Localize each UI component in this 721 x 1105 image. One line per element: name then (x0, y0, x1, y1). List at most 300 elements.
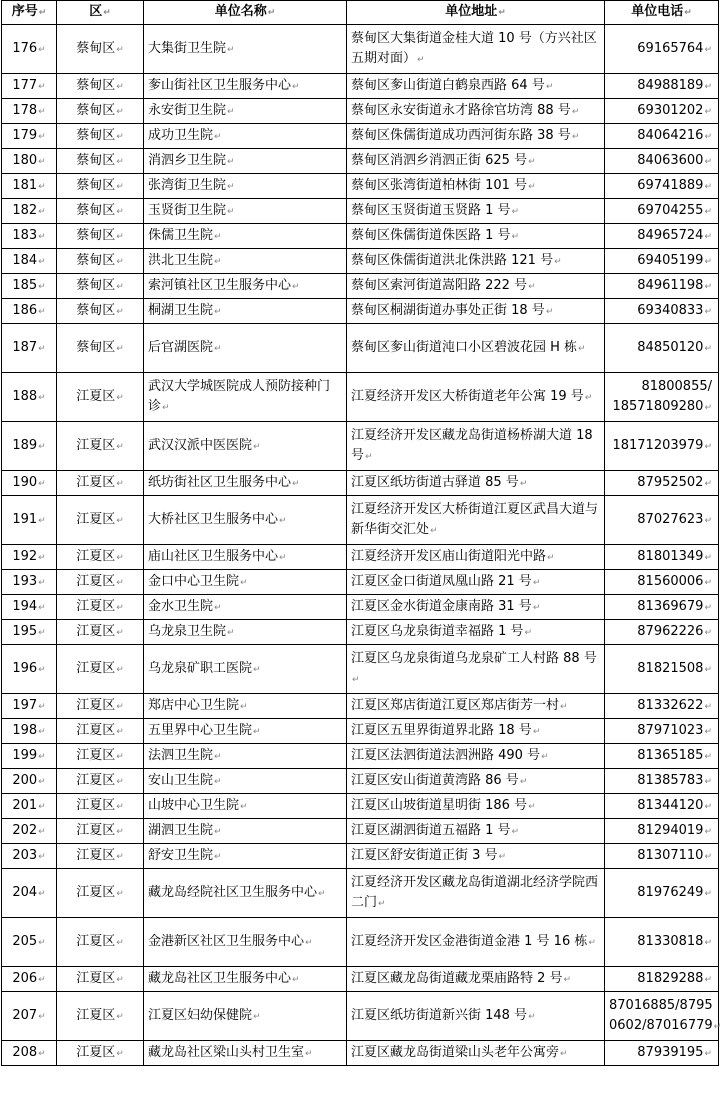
cell-unit-address (347, 496, 605, 545)
cell-serial-number-text: 196 (12, 660, 38, 676)
cell-unit-phone-text: 81800855/ 18571809280 (612, 378, 712, 414)
cell-unit-address-text: 蔡甸区玉贤街道玉贤路 1 号 (351, 202, 511, 218)
cell-serial-number (2, 694, 57, 719)
cell-serial-number (2, 25, 57, 74)
cell-serial-number (2, 422, 57, 471)
cell-district (57, 224, 144, 249)
paragraph-mark: ↵ (116, 726, 124, 737)
paragraph-mark: ↵ (38, 281, 46, 292)
cell-unit-name-text: 郑店中心卫生院 (148, 697, 240, 713)
cell-unit-name (144, 471, 347, 496)
paragraph-mark: ↵ (511, 826, 520, 837)
cell-serial-number-text: 178 (12, 102, 38, 118)
cell-unit-phone (605, 99, 719, 124)
cell-unit-phone-text: 69704255 (637, 202, 704, 218)
cell-unit-name (144, 249, 347, 274)
cell-unit-phone (605, 174, 719, 199)
cell-serial-number (2, 99, 57, 124)
paragraph-mark: ↵ (292, 81, 300, 92)
cell-serial-number-text: 205 (12, 933, 38, 949)
paragraph-mark: ↵ (704, 726, 712, 737)
cell-unit-name (144, 174, 347, 199)
cell-unit-name (144, 819, 347, 844)
paragraph-mark: ↵ (38, 343, 46, 354)
paragraph-mark: ↵ (704, 343, 712, 354)
cell-district-text: 江夏区 (76, 548, 116, 564)
paragraph-mark: ↵ (704, 888, 712, 899)
cell-district-text: 江夏区 (76, 822, 116, 838)
cell-district-text: 江夏区 (76, 660, 116, 676)
cell-district (57, 471, 144, 496)
cell-district (57, 174, 144, 199)
cell-unit-address-text: 江夏区乌龙泉街道乌龙泉矿工人村路 88 号 (351, 650, 597, 666)
cell-unit-phone (605, 794, 719, 819)
cell-unit-phone (605, 373, 719, 422)
cell-unit-address-text: 蔡甸区大集街道金桂大道 10 号（方兴社区五期对面） (351, 30, 597, 66)
cell-unit-phone (605, 274, 719, 299)
paragraph-mark: ↵ (38, 1011, 46, 1022)
cell-unit-name (144, 99, 347, 124)
table-row (2, 869, 719, 918)
cell-unit-name-text: 金港新区社区卫生服务中心 (148, 933, 305, 949)
paragraph-mark: ↵ (541, 751, 549, 762)
cell-unit-name-text: 乌龙泉矿职工医院 (148, 660, 253, 676)
paragraph-mark: ↵ (38, 664, 46, 675)
cell-unit-name-text: 玉贤街卫生院 (148, 202, 227, 218)
cell-unit-phone (605, 199, 719, 224)
cell-unit-address-text: 江夏经济开发区藏龙岛街道湖北经济学院西二门 (351, 874, 599, 910)
cell-unit-name-text: 消泗乡卫生院 (148, 152, 227, 168)
cell-district (57, 496, 144, 545)
paragraph-mark: ↵ (240, 701, 248, 712)
cell-unit-phone-text: 84961198 (637, 277, 704, 293)
paragraph-mark: ↵ (704, 776, 712, 787)
cell-unit-phone (605, 918, 719, 967)
paragraph-mark: ↵ (704, 106, 712, 117)
cell-district (57, 694, 144, 719)
table-row (2, 471, 719, 496)
cell-unit-address-text: 江夏区舒安街道正街 3 号 (351, 847, 498, 863)
paragraph-mark: ↵ (704, 577, 712, 588)
cell-district-text: 江夏区 (76, 847, 116, 863)
paragraph-mark: ↵ (292, 478, 300, 489)
cell-serial-number (2, 595, 57, 620)
cell-district (57, 99, 144, 124)
paragraph-mark: ↵ (704, 156, 712, 167)
paragraph-mark: ↵ (38, 851, 46, 862)
cell-serial-number-text: 192 (12, 548, 38, 564)
cell-unit-phone-text: 81294019 (637, 822, 704, 838)
cell-unit-phone (605, 844, 719, 869)
cell-serial-number (2, 620, 57, 645)
paragraph-mark: ↵ (560, 701, 568, 712)
paragraph-mark: ↵ (318, 888, 326, 899)
cell-district (57, 124, 144, 149)
paragraph-mark: ↵ (214, 851, 222, 862)
paragraph-mark: ↵ (116, 281, 124, 292)
cell-serial-number (2, 496, 57, 545)
header-district: 区↵ (57, 1, 144, 25)
paragraph-mark: ↵ (38, 478, 46, 489)
cell-unit-name (144, 869, 347, 918)
paragraph-mark: ↵ (227, 156, 235, 167)
paragraph-mark: ↵ (704, 206, 712, 217)
paragraph-mark: ↵ (116, 44, 124, 55)
cell-district-text: 蔡甸区 (76, 77, 116, 93)
table-row (2, 719, 719, 744)
paragraph-mark: ↵ (511, 231, 520, 242)
paragraph-mark: ↵ (214, 343, 222, 354)
cell-unit-name-text: 永安街卫生院 (148, 102, 227, 118)
cell-unit-phone-text: 69741889 (637, 177, 704, 193)
cell-unit-name-text: 法泗卫生院 (148, 747, 214, 763)
paragraph-mark: ↵ (704, 801, 712, 812)
cell-unit-phone-text: 69165764 (637, 40, 704, 56)
paragraph-mark: ↵ (532, 726, 541, 737)
paragraph-mark: ↵ (38, 888, 46, 899)
paragraph-mark: ↵ (704, 441, 712, 452)
cell-unit-name (144, 274, 347, 299)
cell-serial-number-text: 189 (12, 437, 38, 453)
paragraph-mark: ↵ (545, 306, 554, 317)
paragraph-mark: ↵ (253, 441, 261, 452)
paragraph-mark: ↵ (352, 674, 360, 685)
cell-district (57, 844, 144, 869)
cell-unit-phone-text: 69301202 (637, 102, 704, 118)
cell-unit-name (144, 422, 347, 471)
cell-unit-name (144, 967, 347, 992)
paragraph-mark: ↵ (38, 106, 46, 117)
paragraph-mark: ↵ (116, 1011, 124, 1022)
paragraph-mark: ↵ (38, 81, 46, 92)
cell-serial-number (2, 918, 57, 967)
paragraph-mark: ↵ (116, 231, 124, 242)
cell-serial-number-text: 186 (12, 302, 38, 318)
table-row (2, 967, 719, 992)
cell-unit-name (144, 224, 347, 249)
cell-unit-address (347, 299, 605, 324)
cell-district-text: 蔡甸区 (76, 102, 116, 118)
cell-unit-name (144, 620, 347, 645)
paragraph-mark: ↵ (305, 1048, 313, 1059)
cell-serial-number (2, 645, 57, 694)
table-row (2, 645, 719, 694)
cell-unit-phone (605, 645, 719, 694)
paragraph-mark: ↵ (704, 281, 712, 292)
cell-serial-number (2, 373, 57, 422)
cell-unit-name (144, 570, 347, 595)
cell-district (57, 645, 144, 694)
cell-unit-address-text: 蔡甸区桐湖街道办事处正街 18 号 (351, 302, 545, 318)
cell-unit-phone (605, 620, 719, 645)
cell-unit-address-text: 江夏经济开发区藏龙岛街道杨桥湖大道 18 号 (351, 427, 593, 463)
cell-serial-number (2, 324, 57, 373)
cell-district (57, 324, 144, 373)
paragraph-mark: ↵ (365, 451, 373, 462)
cell-district (57, 1041, 144, 1066)
cell-serial-number (2, 74, 57, 99)
cell-unit-phone (605, 25, 719, 74)
cell-unit-name-text: 安山卫生院 (148, 772, 214, 788)
cell-unit-name-text: 大集街卫生院 (148, 40, 227, 56)
paragraph-mark: ↵ (227, 627, 235, 638)
cell-unit-address-text: 江夏区金水街道金康南路 31 号 (351, 598, 532, 614)
cell-unit-name-text: 藏龙岛社区卫生服务中心 (148, 970, 292, 986)
cell-unit-address (347, 422, 605, 471)
paragraph-mark: ↵ (417, 54, 425, 65)
cell-unit-address-text: 蔡甸区侏儒街道侏医路 1 号 (351, 227, 511, 243)
paragraph-mark: ↵ (528, 181, 536, 192)
cell-serial-number-text: 184 (12, 252, 38, 268)
cell-unit-address (347, 249, 605, 274)
cell-serial-number-text: 202 (12, 822, 38, 838)
cell-unit-address (347, 324, 605, 373)
paragraph-mark: ↵ (571, 106, 580, 117)
cell-district (57, 422, 144, 471)
cell-unit-name (144, 844, 347, 869)
paragraph-mark: ↵ (116, 478, 124, 489)
cell-serial-number-text: 190 (12, 474, 38, 490)
cell-unit-phone-text: 84965724 (637, 227, 704, 243)
paragraph-mark: ↵ (116, 851, 124, 862)
cell-unit-phone (605, 496, 719, 545)
paragraph-mark: ↵ (116, 181, 124, 192)
paragraph-mark: ↵ (116, 974, 124, 985)
paragraph-mark: ↵ (704, 974, 712, 985)
table-row (2, 595, 719, 620)
cell-unit-phone (605, 124, 719, 149)
paragraph-mark: ↵ (704, 627, 712, 638)
header-serial-number: 序号↵ (2, 1, 57, 25)
cell-serial-number-text: 185 (12, 277, 38, 293)
paragraph-mark: ↵ (38, 627, 46, 638)
cell-unit-name (144, 25, 347, 74)
cell-serial-number-text: 195 (12, 623, 38, 639)
cell-unit-address-text: 蔡甸区侏儒街道成功西河街东路 38 号 (351, 127, 571, 143)
cell-serial-number-text: 180 (12, 152, 38, 168)
cell-serial-number-text: 198 (12, 722, 38, 738)
cell-unit-phone-text: 87027623 (637, 511, 704, 527)
cell-unit-address (347, 744, 605, 769)
table-row (2, 422, 719, 471)
paragraph-mark: ↵ (116, 602, 124, 613)
cell-district-text: 江夏区 (76, 772, 116, 788)
cell-unit-address (347, 149, 605, 174)
cell-serial-number (2, 545, 57, 570)
table-header-row (2, 1, 719, 25)
cell-serial-number (2, 224, 57, 249)
cell-unit-name (144, 324, 347, 373)
paragraph-mark: ↵ (378, 898, 386, 909)
cell-unit-address-text: 江夏区纸坊街道新兴街 148 号 (351, 1007, 528, 1023)
cell-serial-number-text: 197 (12, 697, 38, 713)
paragraph-mark: ↵ (116, 106, 124, 117)
paragraph-mark: ↵ (214, 256, 222, 267)
table-body (2, 25, 719, 1066)
paragraph-mark: ↵ (571, 131, 580, 142)
paragraph-mark: ↵ (704, 231, 712, 242)
cell-district (57, 869, 144, 918)
paragraph-mark: ↵ (38, 974, 46, 985)
paragraph-mark: ↵ (704, 552, 712, 563)
cell-unit-address (347, 794, 605, 819)
cell-unit-name (144, 794, 347, 819)
cell-unit-name-text: 大桥社区卫生服务中心 (148, 511, 279, 527)
cell-unit-phone (605, 324, 719, 373)
cell-unit-address-text: 江夏区山坡街道星明街 186 号 (351, 797, 528, 813)
cell-district-text: 蔡甸区 (76, 302, 116, 318)
cell-unit-address-text: 蔡甸区奓山街道白鹤泉西路 64 号 (351, 77, 545, 93)
paragraph-mark: ↵ (116, 441, 124, 452)
paragraph-mark: ↵ (704, 602, 712, 613)
cell-unit-phone (605, 74, 719, 99)
cell-district-text: 蔡甸区 (76, 202, 116, 218)
cell-unit-phone (605, 570, 719, 595)
cell-unit-phone-text: 84850120 (637, 339, 704, 355)
cell-unit-phone-text: 81365185 (637, 747, 704, 763)
cell-unit-phone-text: 81560006 (637, 573, 704, 589)
table-row (2, 744, 719, 769)
paragraph-mark: ↵ (38, 801, 46, 812)
cell-district-text: 江夏区 (76, 1044, 116, 1060)
cell-unit-name (144, 719, 347, 744)
cell-unit-phone (605, 744, 719, 769)
cell-district-text: 江夏区 (76, 511, 116, 527)
cell-unit-name-text: 奓山街社区卫生服务中心 (148, 77, 292, 93)
cell-unit-phone (605, 249, 719, 274)
cell-unit-address-text: 江夏区藏龙岛街道梁山头老年公寓旁 (351, 1044, 560, 1060)
paragraph-mark: ↵ (554, 256, 562, 267)
cell-district-text: 蔡甸区 (76, 227, 116, 243)
cell-unit-address (347, 819, 605, 844)
cell-unit-name (144, 496, 347, 545)
paragraph-mark: ↵ (116, 751, 124, 762)
cell-unit-address-text: 江夏区金口街道凤凰山路 21 号 (351, 573, 532, 589)
cell-unit-address (347, 719, 605, 744)
cell-unit-phone (605, 149, 719, 174)
cell-unit-phone-text: 87939195 (637, 1044, 704, 1060)
cell-serial-number-text: 179 (12, 127, 38, 143)
cell-unit-name (144, 299, 347, 324)
paragraph-mark: ↵ (116, 888, 124, 899)
cell-unit-phone-text: 87962226 (637, 623, 704, 639)
cell-unit-name (144, 199, 347, 224)
paragraph-mark: ↵ (704, 751, 712, 762)
paragraph-mark: ↵ (227, 106, 235, 117)
paragraph-mark: ↵ (498, 851, 507, 862)
paragraph-mark: ↵ (253, 726, 261, 737)
cell-unit-name (144, 992, 347, 1041)
cell-unit-phone-text: 87016885/8795 0602/87016779 (609, 997, 713, 1033)
table-row (2, 249, 719, 274)
paragraph-mark: ↵ (227, 206, 235, 217)
cell-district-text: 江夏区 (76, 933, 116, 949)
cell-unit-name-text: 庙山社区卫生服务中心 (148, 548, 279, 564)
cell-unit-address (347, 992, 605, 1041)
cell-unit-phone-text: 81801349 (637, 548, 704, 564)
paragraph-mark: ↵ (704, 81, 712, 92)
cell-unit-address (347, 570, 605, 595)
cell-district-text: 蔡甸区 (76, 177, 116, 193)
cell-unit-phone (605, 992, 719, 1041)
table-row (2, 992, 719, 1041)
cell-serial-number (2, 869, 57, 918)
cell-serial-number-text: 203 (12, 847, 38, 863)
cell-serial-number-text: 200 (12, 772, 38, 788)
cell-serial-number-text: 182 (12, 202, 38, 218)
paragraph-mark: ↵ (38, 181, 46, 192)
cell-unit-name (144, 744, 347, 769)
paragraph-mark: ↵ (38, 751, 46, 762)
cell-unit-name-text: 武汉大学城医院成人预防接种门诊 (148, 378, 331, 414)
paragraph-mark: ↵ (560, 1048, 568, 1059)
paragraph-mark: ↵ (292, 281, 300, 292)
cell-unit-name-text: 山坡中心卫生院 (148, 797, 240, 813)
cell-unit-phone-text: 81369679 (637, 598, 704, 614)
cell-district-text: 江夏区 (76, 437, 116, 453)
cell-unit-address (347, 74, 605, 99)
paragraph-mark: ↵ (240, 577, 248, 588)
cell-district-text: 蔡甸区 (76, 127, 116, 143)
paragraph-mark: ↵ (116, 1048, 124, 1059)
paragraph-mark: ↵ (588, 937, 596, 948)
paragraph-mark: ↵ (253, 664, 261, 675)
cell-unit-name (144, 124, 347, 149)
cell-unit-address-text: 江夏经济开发区庙山街道阳光中路 (351, 548, 547, 564)
table-row (2, 1041, 719, 1066)
cell-district (57, 992, 144, 1041)
cell-unit-address (347, 694, 605, 719)
paragraph-mark: ↵ (116, 156, 124, 167)
cell-serial-number (2, 249, 57, 274)
paragraph-mark: ↵ (713, 1021, 721, 1032)
table-row (2, 99, 719, 124)
table-row (2, 124, 719, 149)
paragraph-mark: ↵ (563, 974, 572, 985)
paragraph-mark: ↵ (116, 937, 124, 948)
table-row (2, 844, 719, 869)
paragraph-mark: ↵ (38, 701, 46, 712)
cell-serial-number-text: 204 (12, 884, 38, 900)
cell-unit-phone (605, 869, 719, 918)
table-row (2, 149, 719, 174)
paragraph-mark: ↵ (162, 402, 170, 413)
cell-unit-name-text: 江夏区妇幼保健院 (148, 1007, 253, 1023)
cell-district (57, 373, 144, 422)
paragraph-mark: ↵ (38, 156, 46, 167)
cell-unit-phone-text: 84064216 (637, 127, 704, 143)
paragraph-mark: ↵ (116, 552, 124, 563)
paragraph-mark: ↵ (116, 801, 124, 812)
cell-serial-number-text: 194 (12, 598, 38, 614)
cell-unit-phone (605, 299, 719, 324)
cell-unit-phone (605, 224, 719, 249)
cell-unit-address-text: 江夏经济开发区大桥街道江夏区武昌大道与新华街交汇处 (351, 501, 599, 537)
cell-serial-number (2, 199, 57, 224)
cell-serial-number-text: 177 (12, 77, 38, 93)
table-row (2, 620, 719, 645)
header-unit-address: 单位地址↵ (347, 1, 605, 25)
table-row (2, 199, 719, 224)
cell-unit-name-text: 武汉汉派中医医院 (148, 437, 253, 453)
cell-unit-address-text: 江夏区法泗街道法泗洲路 490 号 (351, 747, 541, 763)
paragraph-mark: ↵ (116, 664, 124, 675)
paragraph-mark: ↵ (227, 44, 235, 55)
table-row (2, 299, 719, 324)
cell-serial-number (2, 149, 57, 174)
paragraph-mark: ↵ (704, 131, 712, 142)
cell-unit-phone (605, 769, 719, 794)
